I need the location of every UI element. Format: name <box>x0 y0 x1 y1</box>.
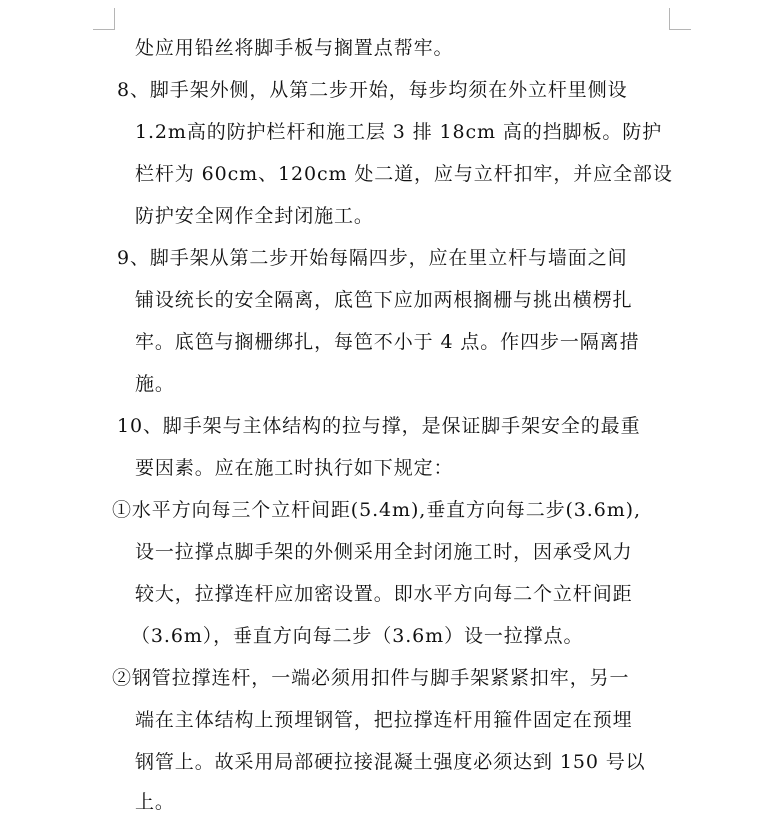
paragraph-8-line: 8、脚手架外侧，从第二步开始，每步均须在外立杆里侧设 <box>117 79 628 101</box>
item-1-line: （3.6m），垂直方向每二步（3.6m）设一拉撑点。 <box>131 625 584 647</box>
item-2-line: 端在主体结构上预埋钢管，把拉撑连杆用箍件固定在预埋 <box>135 709 633 731</box>
item-1-line: 设一拉撑点脚手架的外侧采用全封闭施工时，因承受风力 <box>135 541 633 563</box>
paragraph-9-line: 施。 <box>135 373 175 395</box>
paragraph-10-line: 要因素。应在施工时执行如下规定： <box>135 457 454 479</box>
item-2-line: 上。 <box>135 791 175 813</box>
paragraph-9-line: 铺设统长的安全隔离，底笆下应加两根搁栅与挑出横楞扎 <box>135 289 633 311</box>
item-2-line: 钢管上。故采用局部硬拉接混凝土强度必须达到 150 号以 <box>135 751 646 773</box>
paragraph-9-line: 9、脚手架从第二步开始每隔四步，应在里立杆与墙面之间 <box>117 247 628 269</box>
paragraph-8-line: 防护安全网作全封闭施工。 <box>135 205 374 227</box>
paragraph-line: 处应用铅丝将脚手板与搁置点帮牢。 <box>135 37 454 59</box>
item-2-line: ②钢管拉撑连杆，一端必须用扣件与脚手架紧紧扣牢，另一 <box>112 667 630 689</box>
paragraph-8-line: 1.2m高的防护栏杆和施工层 3 排 18cm 高的挡脚板。防护 <box>135 121 663 143</box>
item-1-line: 较大，拉撑连杆应加密设置。即水平方向每二个立杆间距 <box>135 583 633 605</box>
item-1-line: ①水平方向每三个立杆间距(5.4m),垂直方向每二步(3.6m), <box>112 499 641 521</box>
crop-mark-top-right <box>669 8 691 30</box>
paragraph-10-line: 10、脚手架与主体结构的拉与撑，是保证脚手架安全的最重 <box>117 415 641 437</box>
crop-mark-top-left <box>93 8 115 30</box>
paragraph-9-line: 牢。底笆与搁栅绑扎，每笆不小于 4 点。作四步一隔离措 <box>135 331 640 353</box>
paragraph-8-line: 栏杆为 60cm、120cm 处二道，应与立杆扣牢，并应全部设 <box>135 163 673 185</box>
